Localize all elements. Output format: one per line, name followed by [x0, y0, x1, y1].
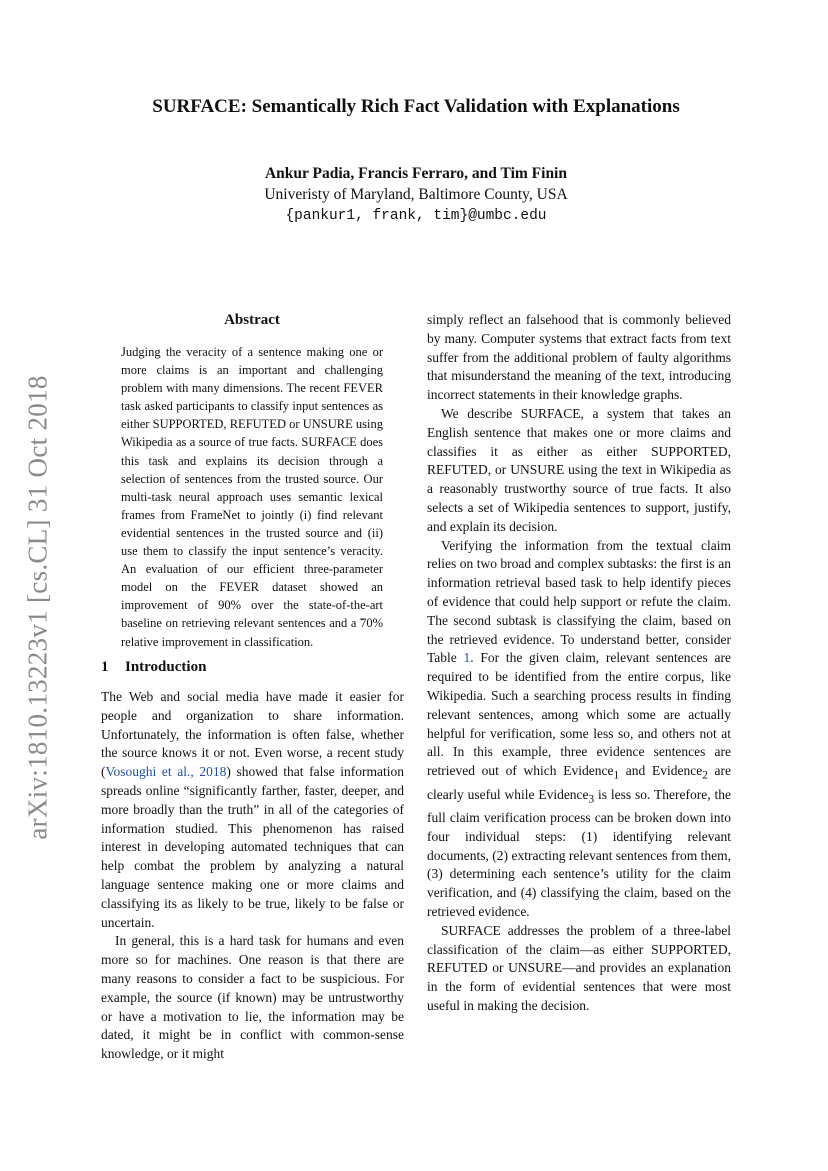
label-refuted: REFUTED — [427, 960, 488, 976]
author-block — [100, 163, 732, 227]
abstract-heading: Abstract — [224, 312, 280, 328]
paragraph-text: and Evidence — [619, 763, 703, 779]
section-number: 1 — [101, 659, 109, 675]
label-refuted: REFUTED — [229, 417, 286, 432]
paragraph-text: . For the given claim, relevant sentences are required to be identified from the entire corpus, like Wikipedia. Such a searching process results in finding relevant sentences, among which some are actually helpful for verification, some less so, and others not at all. In this example, three evidence sentences are retrieved out of which Evidence — [427, 650, 731, 779]
label-supported: SUPPORTED — [651, 941, 728, 957]
paragraph-text: , — [727, 443, 731, 459]
subscript: 1 — [613, 769, 620, 782]
abstract-text: or — [285, 417, 303, 432]
abstract-text: using Wikipedia as a source of true facts. SURFACE does this task and explains its decision through a selection of sentences from the trusted source. Our multi-task neural approach uses semantic lexical frames from FrameNet to jointly (i) find relevant evidential sentences in the trusted source and (ii) use them to classify the input sentence’s veracity. An evaluation of our efficient three-parameter model on the FEVER dataset showed an improvement of 90% over the state-of-the-art baseline on retrieving relevant sentences and a ̃70% relative improvement in classification. — [121, 417, 383, 649]
section-heading-introduction — [101, 657, 404, 677]
paragraph-text: We describe SURFACE, a system that takes an English sentence that makes one or more claims and classifies it as either as either — [427, 405, 731, 459]
subscript: 3 — [588, 793, 595, 806]
paragraph-text: or — [487, 960, 509, 976]
paragraph — [427, 922, 731, 1016]
arxiv-identifier: arXiv:1810.13223v1 [cs.CL] 31 Oct 2018 — [22, 374, 53, 840]
paragraph: In general, this is a hard task for humans and even more so for machines. One reason is that there are many reasons to consider a fact to be suspicious. For example, the source (if known) may be untrustworthy or have a motivation to lie, the information may be dated, it might be in conflict with common-sense knowledge, or it might — [101, 933, 404, 1062]
label-unsure: UNSURE — [510, 462, 565, 478]
paragraph — [427, 537, 731, 922]
label-supported: SUPPORTED — [651, 443, 728, 459]
label-unsure: UNSURE — [302, 417, 353, 432]
subscript: 2 — [702, 769, 708, 782]
label-supported: SUPPORTED — [152, 417, 224, 432]
paragraph-text: using the text in Wikipedia as a reasonably trustworthy source of true facts. It also selects a set of Wikipedia sentences to support, justify, and explain its decision. — [427, 462, 731, 534]
paragraph-text: The Web and social media have made it easier for people and organization to share information. Unfortunately, the information is often false, whether the source knows it or not. Even worse, a recent study ( — [101, 689, 404, 780]
paragraph-text: , — [727, 941, 731, 957]
abstract-text: , — [223, 417, 230, 432]
label-unsure: UNSURE — [508, 960, 563, 976]
paragraph-text: ) showed that false information spreads online “significantly farther, faster, deeper, and more broadly than the truth” in all of the categories of information studied. This phenomenon has raised interest in developing automated techniques that can help combat the problem by analyzing a natural language sentence making one or more claims and classifying its as likely to be true, likely to be false or uncertain. — [101, 764, 404, 930]
arxiv-stamp — [14, 367, 62, 847]
left-column — [101, 688, 404, 1064]
citation-link[interactable]: Vosoughi et al., 2018 — [105, 764, 227, 780]
table-reference-link[interactable]: 1 — [463, 650, 471, 666]
paragraph: simply reflect an falsehood that is commonly believed by many. Computer systems that extract facts from text suffer from the additional problem of faulty algorithms that misunderstand the meaning of the text, introducing incorrect statements in their knowledge graphs. — [427, 312, 731, 403]
paragraph-text: are clearly useful while Evidence — [427, 763, 732, 802]
paragraph — [427, 405, 731, 537]
label-refuted: REFUTED — [427, 462, 488, 478]
paragraph-text: —and provides an explanation in the form of evidential sentences that were most useful in making the decision. — [427, 960, 731, 1014]
author-names: Ankur Padia, Francis Ferraro, and Tim Finin — [264, 165, 567, 182]
right-column — [427, 311, 731, 1016]
abstract-text: Judging the veracity of a sentence making one or more claims is an important and challenging problem with many dimensions. The recent FEVER task asked participants to classify input sentences as either — [121, 345, 383, 432]
paragraph-text: , or — [487, 462, 511, 478]
paper-title: SURFACE: Semantically Rich Fact Validation with Explanations — [152, 96, 680, 117]
paragraph — [101, 688, 404, 932]
paragraph-text: SURFACE addresses the problem of a three-label classification of the claim—as either — [427, 922, 731, 957]
author-emails: {pankur1, frank, tim}@umbc.edu — [285, 208, 547, 224]
paragraph-text: is less so. Therefore, the full claim verification process can be broken down into four individual steps: (1) identifying relevant documents, (2) extracting relevant sentences from them, (3) determining each sentence’s utility for the claim verification, and (4) classifying the claim, based on the retrieved evidence. — [427, 786, 731, 920]
section-title: Introduction — [125, 659, 207, 675]
author-affiliation: Univeristy of Maryland, Baltimore County, USA — [264, 186, 568, 203]
paragraph-text: Verifying the information from the textual claim relies on two broad and complex subtasks: the first is an information retrieval based task to help identify pieces of evidence that could help support or refute the claim. The second subtask is classifying the claim, based on the retrieved evidence. To understand better, consider Table — [427, 537, 731, 666]
abstract-body — [121, 343, 383, 651]
